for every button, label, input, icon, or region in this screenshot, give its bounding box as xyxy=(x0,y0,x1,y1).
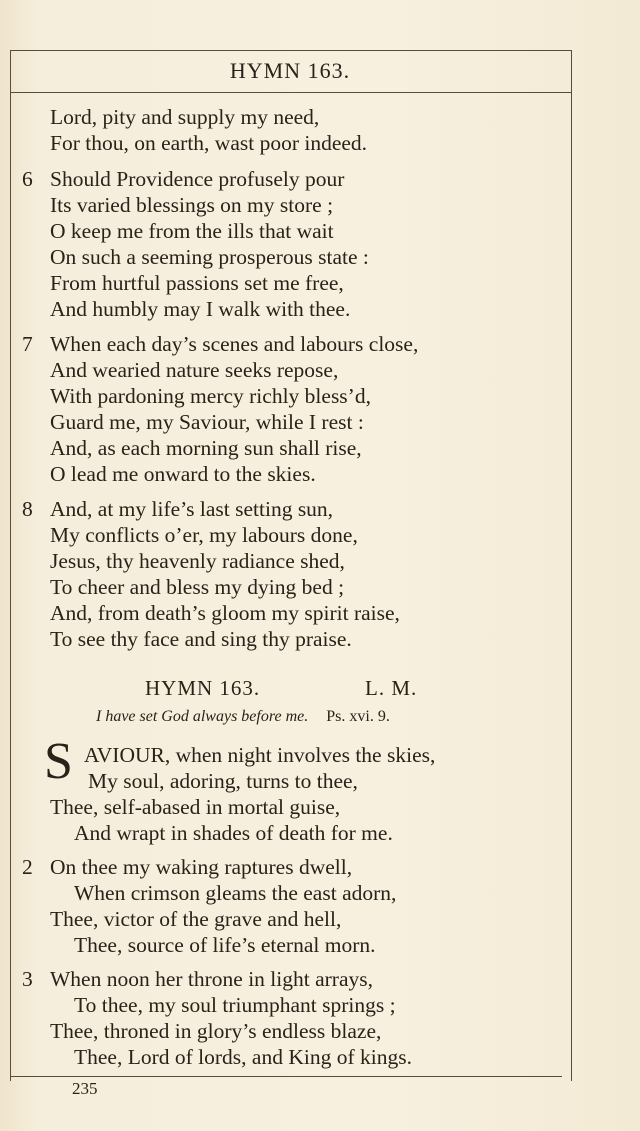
stanza-number: 2 xyxy=(22,855,33,879)
verse-line: Its varied blessings on my store ; xyxy=(50,193,334,217)
verse-line: To cheer and bless my dying bed ; xyxy=(50,575,345,599)
verse-line: To see thy face and sing thy praise. xyxy=(50,627,352,651)
epigraph-reference: Ps. xvi. 9. xyxy=(326,708,390,725)
verse-line: Thee, throned in glory’s endless blaze, xyxy=(50,1019,382,1043)
stanza-number: 3 xyxy=(22,967,33,991)
verse-line: Thee, self-abased in mortal guise, xyxy=(50,795,341,819)
stanza-number: 8 xyxy=(22,497,33,521)
drop-cap: S xyxy=(44,733,73,790)
verse-line: O lead me onward to the skies. xyxy=(50,462,316,486)
stanza-number: 6 xyxy=(22,167,33,191)
verse-line: On such a seeming prosperous state : xyxy=(50,245,369,269)
verse-line: My soul, adoring, turns to thee, xyxy=(88,769,358,793)
verse-line: When each day’s scenes and labours close, xyxy=(50,332,419,356)
page-number: 235 xyxy=(72,1079,98,1098)
verse-line: From hurtful passions set me free, xyxy=(50,271,344,295)
verse-line: When crimson gleams the east adorn, xyxy=(74,881,397,905)
verse-line: And wrapt in shades of death for me. xyxy=(74,821,393,845)
verse-line: For thou, on earth, wast poor indeed. xyxy=(50,131,368,155)
verse-line: Lord, pity and supply my need, xyxy=(50,105,320,129)
footer-rule xyxy=(10,1076,562,1077)
hymn-meter: L. M. xyxy=(365,676,418,700)
verse-line: To thee, my soul triumphant springs ; xyxy=(74,993,396,1017)
verse-line: And, at my life’s last setting sun, xyxy=(50,497,334,521)
verse-line: Thee, victor of the grave and hell, xyxy=(50,907,342,931)
verse-line: When noon her throne in light arrays, xyxy=(50,967,374,991)
epigraph-text: I have set God always before me. xyxy=(96,708,309,725)
verse-line: And, from death’s gloom my spirit raise, xyxy=(50,601,400,625)
verse-line: My conflicts o’er, my labours done, xyxy=(50,523,358,547)
running-head: HYMN 163. xyxy=(229,58,351,83)
verse-line: And, as each morning sun shall rise, xyxy=(50,436,362,460)
verse-line: With pardoning mercy richly bless’d, xyxy=(50,384,371,408)
stanza-number: 7 xyxy=(22,332,33,356)
verse-line: O keep me from the ills that wait xyxy=(50,219,334,243)
verse-line: Thee, source of life’s eternal morn. xyxy=(74,933,376,957)
header-rule xyxy=(10,92,572,93)
verse-line: Thee, Lord of lords, and King of kings. xyxy=(74,1045,412,1069)
verse-line: And humbly may I walk with thee. xyxy=(50,297,351,321)
verse-line: Guard me, my Saviour, while I rest : xyxy=(50,410,364,434)
verse-line: Jesus, thy heavenly radiance shed, xyxy=(50,549,345,573)
verse-line: And wearied nature seeks repose, xyxy=(50,358,339,382)
verse-line: AVIOUR, when night involves the skies, xyxy=(84,743,436,767)
verse-line: Should Providence profusely pour xyxy=(50,167,345,191)
epigraph xyxy=(96,708,390,726)
verse-line: On thee my waking raptures dwell, xyxy=(50,855,353,879)
hymn-title: HYMN 163. xyxy=(145,676,261,700)
